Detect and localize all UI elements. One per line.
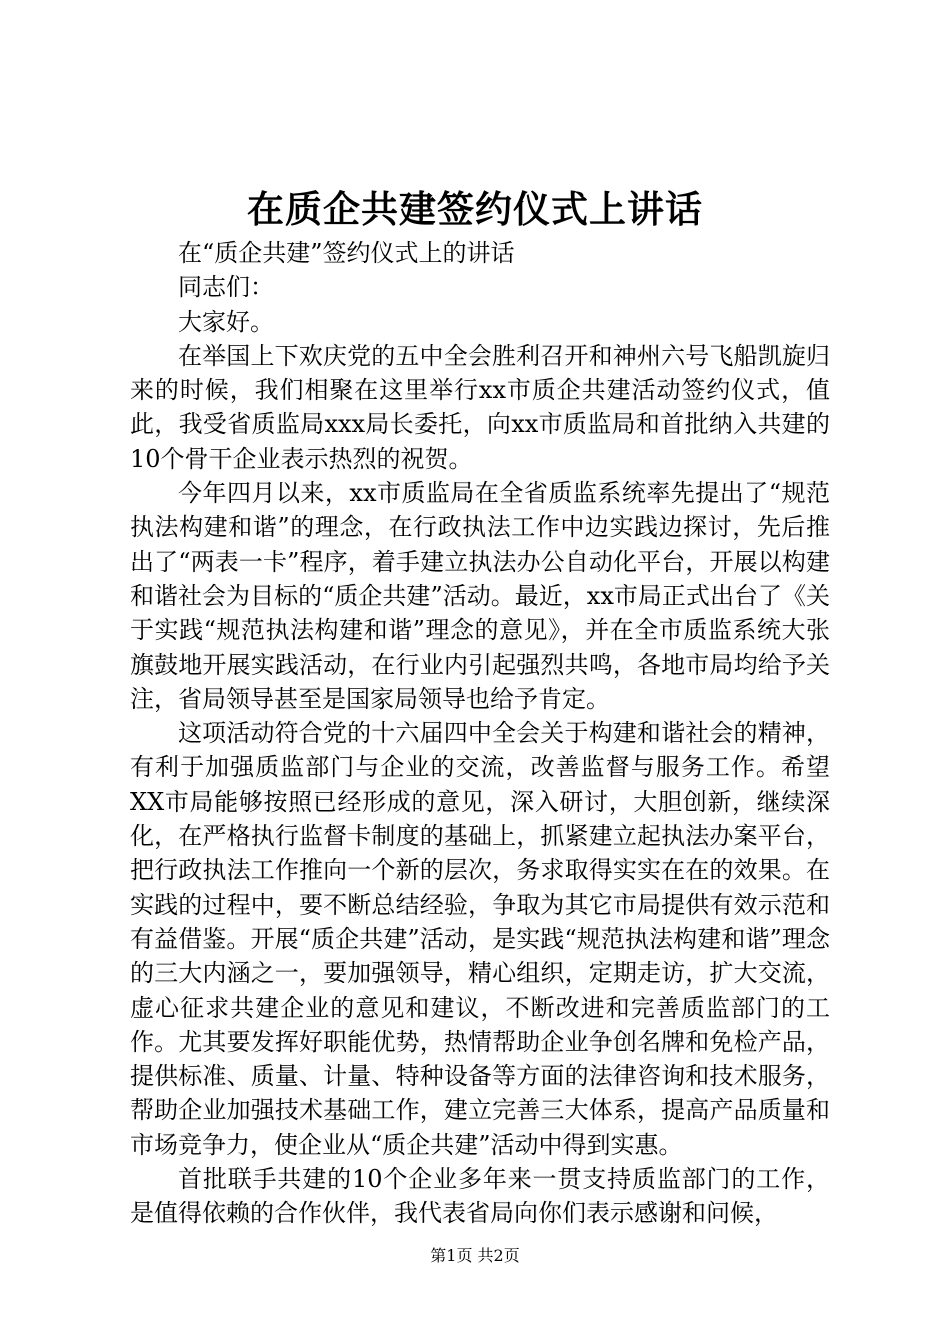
document-title: 在质企共建签约仪式上讲话 — [247, 187, 703, 231]
subtitle-paragraph: 在“质企共建”签约仪式上的讲话 — [178, 239, 515, 267]
salutation-paragraph: 同志们： — [178, 273, 274, 302]
body-paragraph-4: 首批联手共建的10个企业多年来一贯支持质监部门的工作，是值得依赖的合作伙伴，我代表省局向你们表示感谢和问候， — [130, 1165, 830, 1228]
body-paragraph-2: 今年四月以来，xx市质监局在全省质监系统率先提出了“规范执法构建和谐”的理念，在行政执法工作中边实践边探讨，先后推出了“两表一卡”程序，着手建立执法办公自动化平台，开展以构建和谐社会为目标的“质企共建”活动。最近，xx市局正式出台了《关于实践“规范执法构建和谐”理念的意见》，并在全市质监系统大张旗鼓地开展实践活动，在行业内引起强烈共鸣，各地市局均给予关注，省局领导甚至是国家局领导也给予肯定。 — [130, 479, 830, 713]
page-number-footer: 第1页 共2页 — [430, 1246, 520, 1265]
document-body — [130, 236, 830, 1231]
greeting-paragraph: 大家好。 — [178, 307, 274, 336]
body-paragraph-1: 在举国上下欢庆党的五中全会胜利召开和神州六号飞船凯旋归来的时候，我们相聚在这里举行xx市质企共建活动签约仪式，值此，我受省质监局xxx局长委托，向xx市质监局和首批纳入共建的10个骨干企业表示热烈的祝贺。 — [130, 341, 830, 473]
body-paragraph-3: 这项活动符合党的十六届四中全会关于构建和谐社会的精神，有利于加强质监部门与企业的交流，改善监督与服务工作。希望XX市局能够按照已经形成的意见，深入研讨，大胆创新，继续深化，在严格执行监督卡制度的基础上，抓紧建立起执法办案平台，把行政执法工作推向一个新的层次，务求取得实实在在的效果。在实践的过程中，要不断总结经验，争取为其它市局提供有效示范和有益借鉴。开展“质企共建”活动，是实践“规范执法构建和谐”理念的三大内涵之一，要加强领导，精心组织，定期走访，扩大交流，虚心征求共建企业的意见和建议，不断改进和完善质监部门的工作。尤其要发挥好职能优势，热情帮助企业争创名牌和免检产品，提供标准、质量、计量、特种设备等方面的法律咨询和技术服务，帮助企业加强技术基础工作，建立完善三大体系，提高产品质量和市场竞争力，使企业从“质企共建”活动中得到实惠。 — [130, 719, 830, 1159]
